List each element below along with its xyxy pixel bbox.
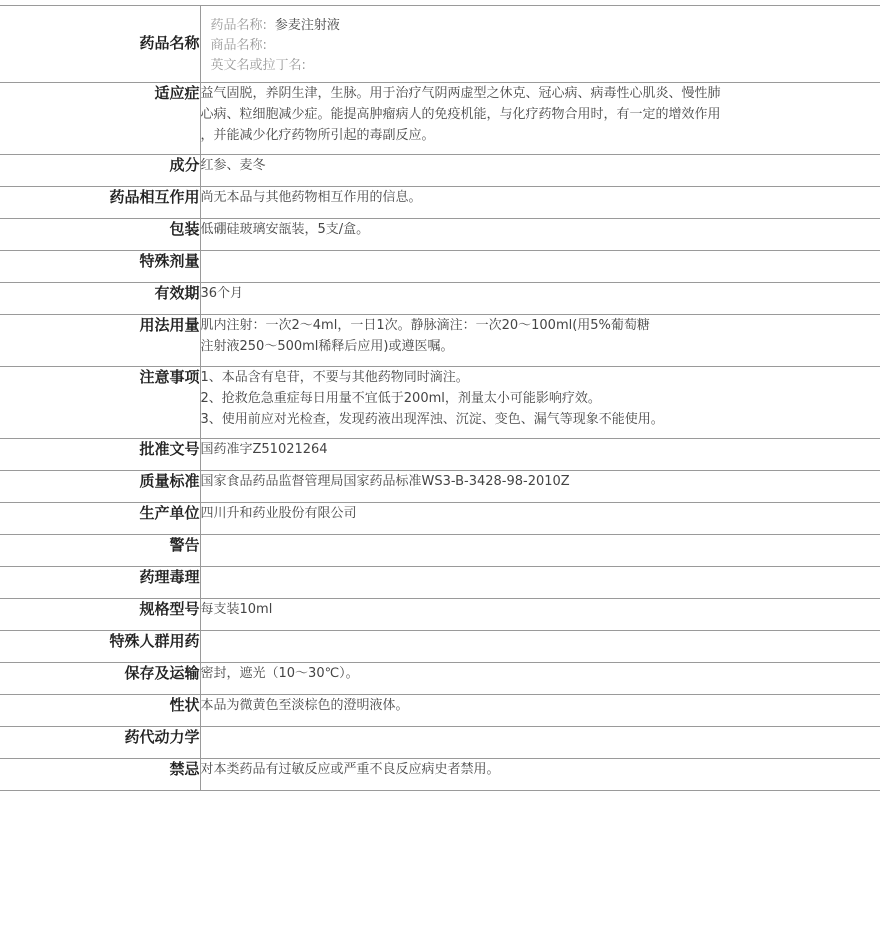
spec-label: 药品名称	[0, 6, 200, 83]
spec-value-line: 红参、麦冬	[200, 158, 266, 173]
spec-label: 警告	[0, 535, 200, 567]
spec-value-line: 密封，遮光（10～30℃）。	[200, 666, 359, 681]
spec-value	[200, 567, 880, 599]
spec-value	[200, 219, 880, 251]
spec-label: 药代动力学	[0, 727, 200, 759]
spec-value-names	[200, 6, 880, 83]
generic-name-value: 参麦注射液	[274, 18, 340, 33]
spec-row	[0, 471, 880, 503]
spec-value-line: 每支装10ml	[200, 602, 273, 617]
spec-label: 成分	[0, 155, 200, 187]
spec-label: 药理毒理	[0, 567, 200, 599]
spec-value	[200, 251, 880, 283]
spec-value	[200, 695, 880, 727]
spec-row	[0, 219, 880, 251]
spec-label: 包装	[0, 219, 200, 251]
spec-value-line: 2、抢救危急重症每日用量不宜低于200ml，剂量太小可能影响疗效。	[200, 391, 601, 406]
spec-row	[0, 695, 880, 727]
spec-value	[200, 439, 880, 471]
spec-label: 适应症	[0, 83, 200, 155]
spec-value-line: 36个月	[200, 286, 244, 301]
spec-label: 注意事项	[0, 367, 200, 439]
spec-label: 药品相互作用	[0, 187, 200, 219]
spec-label: 特殊人群用药	[0, 631, 200, 663]
spec-row	[0, 727, 880, 759]
spec-row	[0, 367, 880, 439]
spec-label: 禁忌	[0, 759, 200, 791]
spec-row	[0, 759, 880, 791]
drug-spec-table	[0, 5, 880, 791]
spec-value-line: 心病、粒细胞减少症。能提高肿瘤病人的免疫机能，与化疗药物合用时，有一定的增效作用	[200, 107, 721, 122]
spec-row-drug-name	[0, 6, 880, 83]
english-name-key: 英文名或拉丁名:	[210, 58, 306, 73]
spec-value-line: 国药准字Z51021264	[200, 442, 328, 457]
spec-row	[0, 83, 880, 155]
spec-value	[200, 367, 880, 439]
spec-label: 特殊剂量	[0, 251, 200, 283]
spec-table-body	[0, 6, 880, 791]
spec-value-line: 1、本品含有皂苷，不要与其他药物同时滴注。	[200, 370, 469, 385]
spec-value-line: 3、使用前应对光检查，发现药液出现浑浊、沉淀、变色、漏气等现象不能使用。	[200, 412, 664, 427]
spec-value	[200, 631, 880, 663]
spec-row	[0, 155, 880, 187]
generic-name-line	[211, 16, 871, 36]
spec-value	[200, 535, 880, 567]
spec-row	[0, 663, 880, 695]
spec-value	[200, 503, 880, 535]
spec-row	[0, 503, 880, 535]
spec-label: 保存及运输	[0, 663, 200, 695]
spec-value	[200, 599, 880, 631]
spec-value	[200, 187, 880, 219]
spec-row	[0, 439, 880, 471]
spec-value	[200, 471, 880, 503]
spec-value-line: 国家食品药品监督管理局国家药品标准WS3-B-3428-98-2010Z	[200, 474, 570, 489]
trade-name-line	[211, 36, 871, 56]
spec-value	[200, 83, 880, 155]
spec-row	[0, 631, 880, 663]
spec-label: 批准文号	[0, 439, 200, 471]
spec-value	[200, 283, 880, 315]
spec-label: 有效期	[0, 283, 200, 315]
spec-value	[200, 663, 880, 695]
spec-value-line: 低硼硅玻璃安瓿装，5支/盒。	[200, 222, 370, 237]
spec-row	[0, 315, 880, 367]
spec-value-line: 益气固脱，养阴生津，生脉。用于治疗气阴两虚型之休克、冠心病、病毒性心肌炎、慢性肺	[200, 86, 721, 101]
spec-value-line: 尚无本品与其他药物相互作用的信息。	[200, 190, 422, 205]
spec-row	[0, 251, 880, 283]
spec-row	[0, 535, 880, 567]
spec-row	[0, 599, 880, 631]
spec-value-line: 本品为微黄色至淡棕色的澄明液体。	[200, 698, 409, 713]
trade-name-key: 商品名称:	[210, 38, 267, 53]
spec-value-line: 对本类药品有过敏反应或严重不良反应病史者禁用。	[200, 762, 500, 777]
spec-value	[200, 155, 880, 187]
spec-value	[200, 727, 880, 759]
spec-value-line: ，并能减少化疗药物所引起的毒副反应。	[200, 128, 435, 143]
generic-name-key: 药品名称:	[210, 18, 267, 33]
spec-label: 生产单位	[0, 503, 200, 535]
spec-label: 规格型号	[0, 599, 200, 631]
spec-label: 性状	[0, 695, 200, 727]
spec-label: 用法用量	[0, 315, 200, 367]
spec-row	[0, 187, 880, 219]
spec-value	[200, 759, 880, 791]
spec-label: 质量标准	[0, 471, 200, 503]
english-name-line	[211, 56, 871, 76]
spec-row	[0, 567, 880, 599]
spec-value-line: 四川升和药业股份有限公司	[200, 506, 357, 521]
spec-value-line: 肌内注射：一次2～4ml，一日1次。静脉滴注：一次20～100ml(用5%葡萄糖	[200, 318, 650, 333]
spec-value	[200, 315, 880, 367]
spec-row	[0, 283, 880, 315]
spec-value-line: 注射液250～500ml稀释后应用)或遵医嘱。	[200, 339, 454, 354]
